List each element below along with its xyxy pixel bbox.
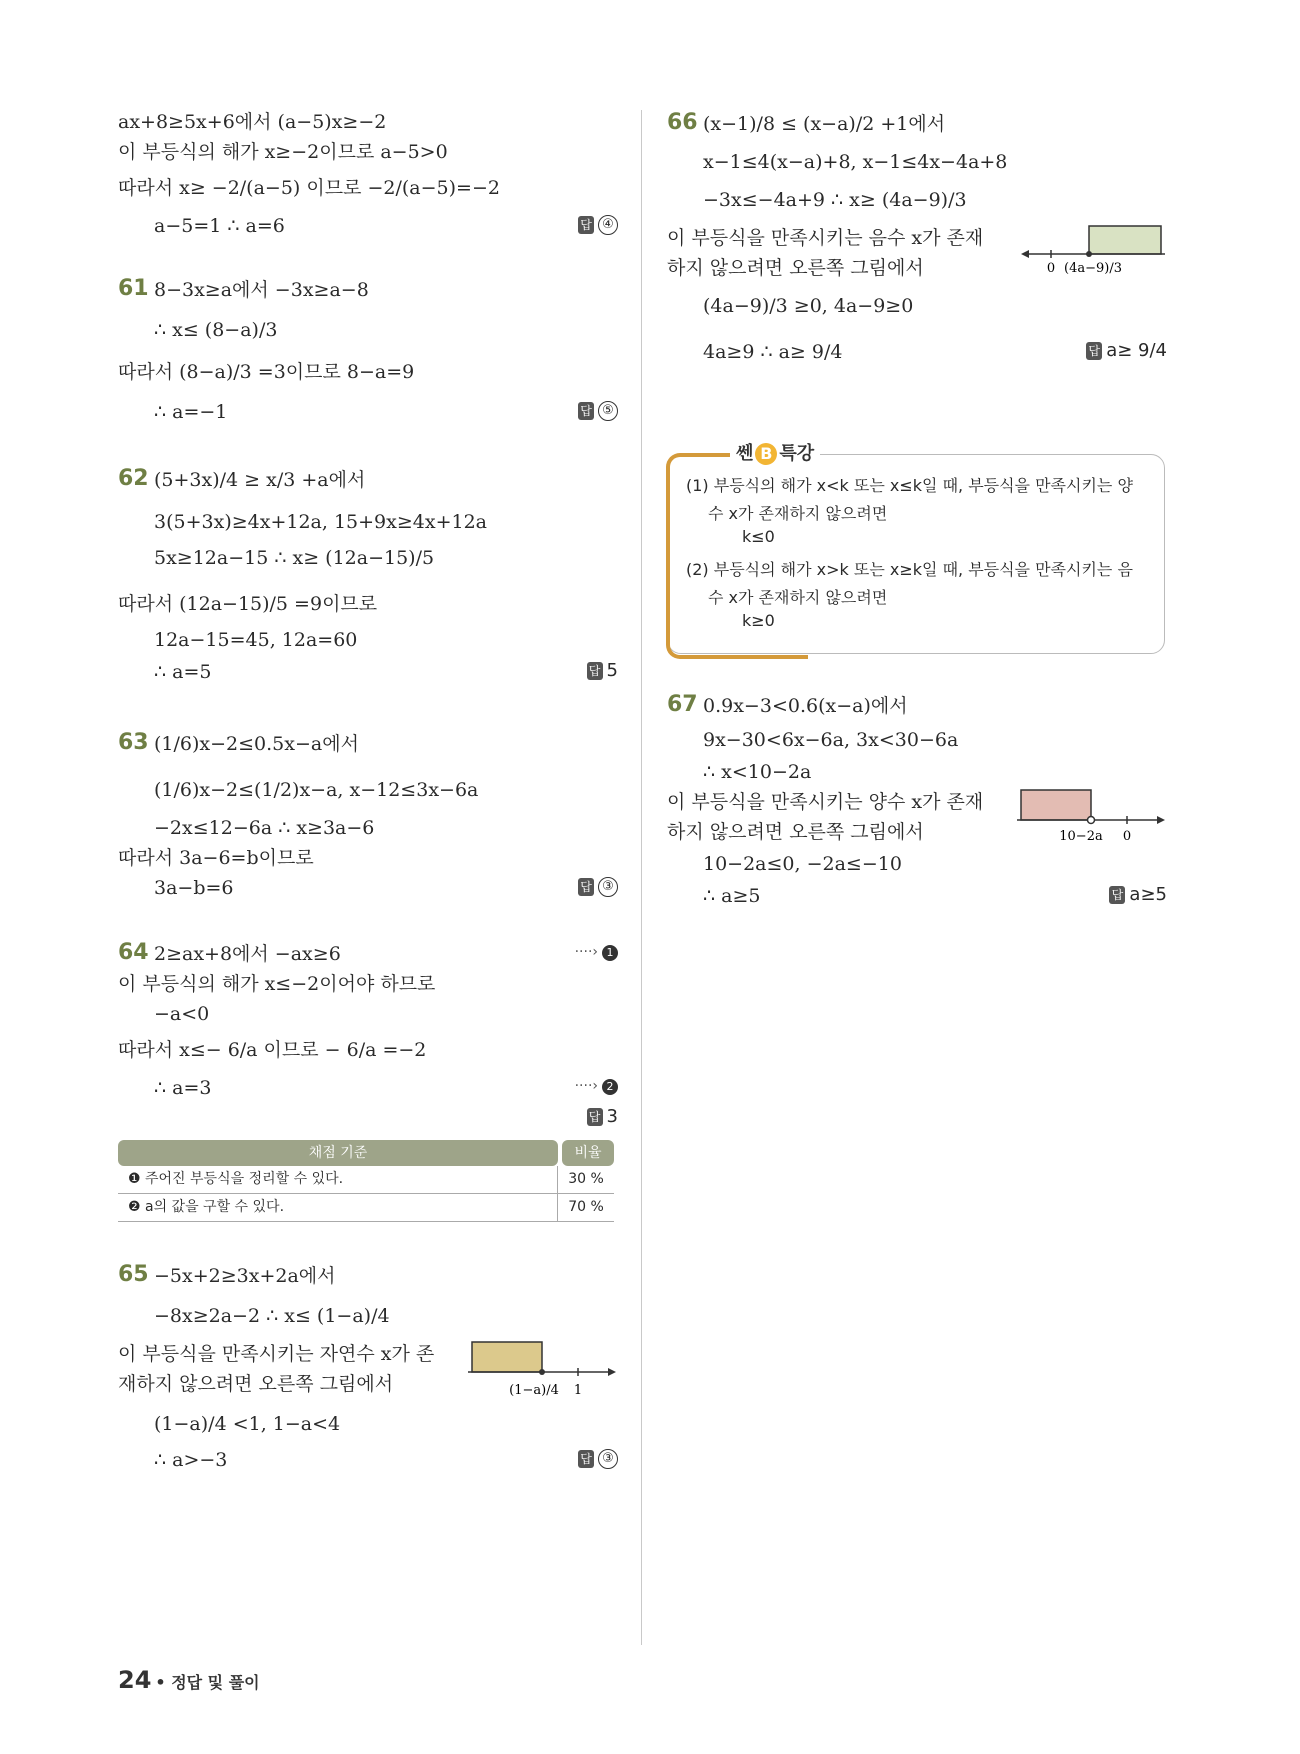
tick-label: (1−a)/4 xyxy=(509,1383,559,1398)
p64-line4: 따라서 x≤− 6/a 이므로 − 6/a =−2 xyxy=(118,1039,427,1061)
p64-line1: 2≥ax+8에서 −ax≥6 xyxy=(154,943,341,965)
tick-label: 1 xyxy=(573,1383,583,1398)
p66-line6: (4a−9)/3 ≥0, 4a−9≥0 xyxy=(703,295,914,317)
tick-label: (4a−9)/3 xyxy=(1064,261,1122,276)
answer-icon: 답 xyxy=(587,1108,603,1126)
p66-line1: (x−1)/8 ≤ (x−a)/2 +1에서 xyxy=(703,113,946,135)
p60-answer: 답 ④ xyxy=(578,214,618,235)
table-header xyxy=(118,1140,614,1166)
tick-label: 0 xyxy=(1122,829,1132,844)
p65-line2: −8x≥2a−2 ∴ x≤ (1−a)/4 xyxy=(154,1305,390,1327)
p65-line3: 이 부등식을 만족시키는 자연수 x가 존 xyxy=(118,1343,435,1365)
number-line-diagram xyxy=(468,1336,618,1408)
answer-icon: 답 xyxy=(578,878,594,896)
grading-table xyxy=(118,1140,614,1222)
tip-line: k≥0 xyxy=(742,611,775,630)
tick-label: 0 xyxy=(1046,261,1056,276)
p67-line4: 이 부등식을 만족시키는 양수 x가 존재 xyxy=(667,791,984,813)
p67-line1: 0.9x−3<0.6(x−a)에서 xyxy=(703,695,908,717)
problem-number: 64 xyxy=(118,940,149,965)
solution-region xyxy=(472,1342,542,1372)
p66-line2: x−1≤4(x−a)+8, x−1≤4x−4a+8 xyxy=(703,151,1008,173)
p61-line1: 8−3x≥a에서 −3x≥a−8 xyxy=(154,279,369,301)
p61-line2: ∴ x≤ (8−a)/3 xyxy=(154,319,278,341)
endpoint-dot xyxy=(539,1369,545,1375)
column-divider xyxy=(641,110,642,1645)
tip-line: 수 x가 존재하지 않으려면 xyxy=(708,588,888,607)
p60-line4: a−5=1 ∴ a=6 xyxy=(154,215,285,237)
p62-line6: ∴ a=5 xyxy=(154,661,212,683)
b-badge-icon: B xyxy=(755,443,777,465)
arrow-icon xyxy=(1021,250,1029,258)
p62-line4: 따라서 (12a−15)/5 =9이므로 xyxy=(118,593,378,615)
p63-line5: 3a−b=6 xyxy=(154,877,234,899)
p65-line4: 재하지 않으려면 오른쪽 그림에서 xyxy=(118,1373,394,1395)
problem-number: 61 xyxy=(118,276,149,301)
answer-icon: 답 xyxy=(1109,886,1125,904)
answer-icon: 답 xyxy=(578,1450,594,1468)
step-marker-1: ····› 1 xyxy=(575,944,618,961)
answer-icon: 답 xyxy=(1086,342,1102,360)
tip-line: (2) 부등식의 해가 x>k 또는 x≥k일 때, 부등식을 만족시키는 음 xyxy=(686,560,1133,579)
number-line-diagram xyxy=(1017,786,1167,852)
p65-line1: −5x+2≥3x+2a에서 xyxy=(154,1265,336,1287)
endpoint-open-dot xyxy=(1088,817,1095,824)
tip-line: 수 x가 존재하지 않으려면 xyxy=(708,504,888,523)
p64-line5: ∴ a=3 xyxy=(154,1077,212,1099)
tip-line: (1) 부등식의 해가 x<k 또는 x≤k일 때, 부등식을 만족시키는 양 xyxy=(686,476,1133,495)
problem-number: 62 xyxy=(118,466,149,491)
tip-title: 쎈 B 특강 xyxy=(730,439,820,465)
p63-line2: (1/6)x−2≤(1/2)x−a, x−12≤3x−6a xyxy=(154,779,479,801)
p61-line4: ∴ a=−1 xyxy=(154,401,228,423)
arrow-icon xyxy=(608,1368,616,1376)
answer-icon: 답 xyxy=(578,216,594,234)
p60-line1: ax+8≥5x+6에서 (a−5)x≥−2 xyxy=(118,111,387,133)
p62-line1: (5+3x)/4 ≥ x/3 +a에서 xyxy=(154,469,366,491)
header-ratio: 비율 xyxy=(562,1140,614,1166)
table-row: ❷ a의 값을 구할 수 있다. 70 % xyxy=(118,1194,614,1222)
p65-answer: 답 ③ xyxy=(578,1448,618,1469)
p61-line3: 따라서 (8−a)/3 =3이므로 8−a=9 xyxy=(118,361,415,383)
p63-line4: 따라서 3a−6=b이므로 xyxy=(118,847,314,869)
step-marker-2: ····› 2 xyxy=(575,1078,618,1095)
p62-line5: 12a−15=45, 12a=60 xyxy=(154,629,358,651)
problem-number: 66 xyxy=(667,110,698,135)
solution-region xyxy=(1089,226,1161,254)
p65-line5: (1−a)/4 <1, 1−a<4 xyxy=(154,1413,341,1435)
p62-answer: 답 5 xyxy=(587,660,618,681)
problem-number: 67 xyxy=(667,692,698,717)
solution-region xyxy=(1021,790,1091,820)
header-criteria: 채점 기준 xyxy=(118,1140,558,1166)
p66-line4: 이 부등식을 만족시키는 음수 x가 존재 xyxy=(667,227,984,249)
p67-answer: 답 a≥5 xyxy=(1109,884,1167,905)
p63-line1: (1/6)x−2≤0.5x−a에서 xyxy=(154,733,359,755)
answer-icon: 답 xyxy=(587,662,603,680)
p61-answer: 답 ⑤ xyxy=(578,400,618,421)
p64-line2: 이 부등식의 해가 x≤−2이어야 하므로 xyxy=(118,973,436,995)
p67-line2: 9x−30<6x−6a, 3x<30−6a xyxy=(703,729,959,751)
tip-box xyxy=(667,443,1165,654)
p60-line2: 이 부등식의 해가 x≥−2이므로 a−5>0 xyxy=(118,141,448,163)
table-row: ❶ 주어진 부등식을 정리할 수 있다. 30 % xyxy=(118,1166,614,1194)
problem-number: 65 xyxy=(118,1262,149,1287)
tip-line: k≤0 xyxy=(742,527,775,546)
endpoint-dot xyxy=(1086,251,1092,257)
p62-line2: 3(5+3x)≥4x+12a, 15+9x≥4x+12a xyxy=(154,511,488,533)
tick-label: 10−2a xyxy=(1059,829,1103,844)
p66-line7: 4a≥9 ∴ a≥ 9/4 xyxy=(703,341,843,363)
p67-line5: 하지 않으려면 오른쪽 그림에서 xyxy=(667,821,924,843)
p60-line3: 따라서 x≥ −2/(a−5) 이므로 −2/(a−5)=−2 xyxy=(118,177,500,199)
answer-icon: 답 xyxy=(578,402,594,420)
p63-line3: −2x≤12−6a ∴ x≥3a−6 xyxy=(154,817,375,839)
p65-line6: ∴ a>−3 xyxy=(154,1449,228,1471)
p66-answer: 답 a≥ 9/4 xyxy=(1086,340,1167,361)
p67-line6: 10−2a≤0, −2a≤−10 xyxy=(703,853,902,875)
p66-line5: 하지 않으려면 오른쪽 그림에서 xyxy=(667,257,924,279)
number-line-diagram xyxy=(1019,220,1167,290)
p62-line3: 5x≥12a−15 ∴ x≥ (12a−15)/5 xyxy=(154,547,435,569)
p66-line3: −3x≤−4a+9 ∴ x≥ (4a−9)/3 xyxy=(703,189,967,211)
p64-answer: 답 3 xyxy=(587,1106,618,1127)
footer-label: • 정답 및 풀이 xyxy=(155,1673,260,1692)
arrow-icon xyxy=(1157,816,1165,824)
p67-line7: ∴ a≥5 xyxy=(703,885,761,907)
p67-line3: ∴ x<10−2a xyxy=(703,761,812,783)
p63-answer: 답 ③ xyxy=(578,876,618,897)
page-number: 24 xyxy=(118,1666,152,1694)
page-footer xyxy=(118,1666,260,1694)
problem-number: 63 xyxy=(118,730,149,755)
p64-line3: −a<0 xyxy=(154,1003,210,1025)
